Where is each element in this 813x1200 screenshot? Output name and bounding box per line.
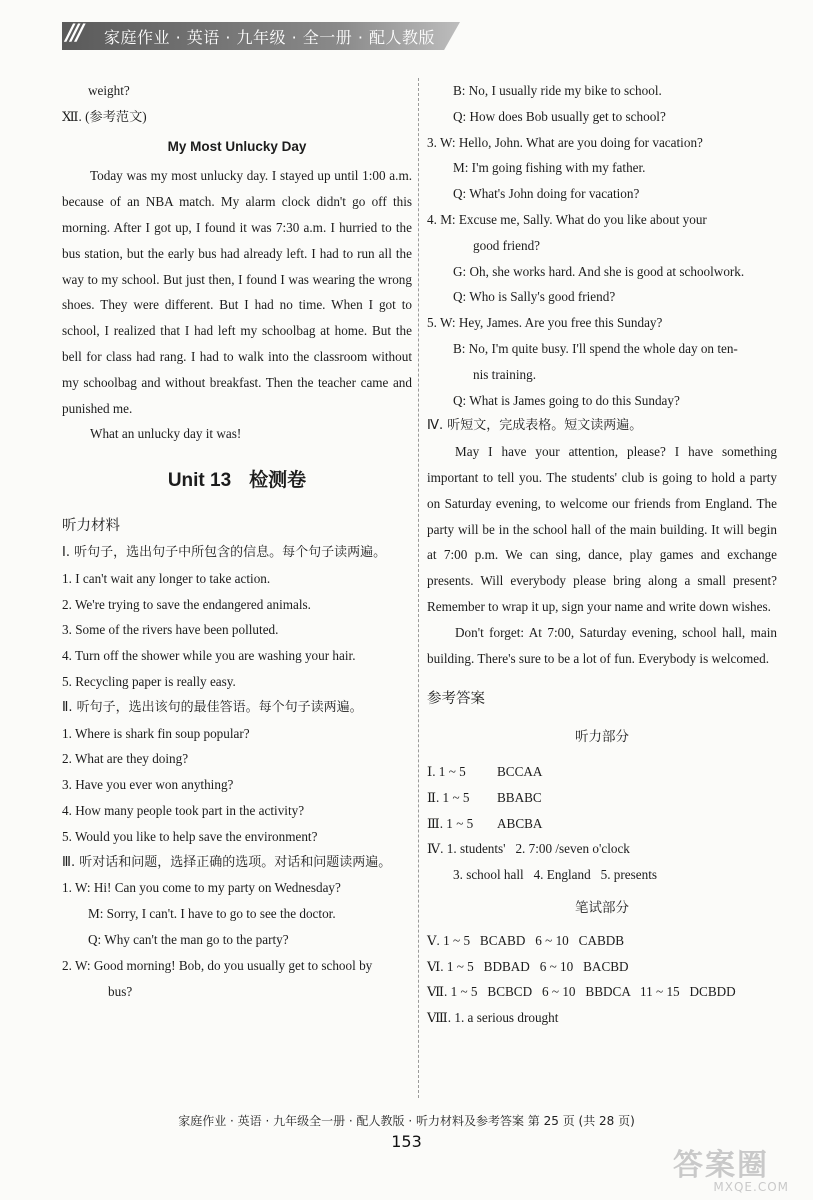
answer-row: Ⅳ. 1. students' 2. 7:00 /seven o'clock [427,841,630,857]
unit-subtitle: 检测卷 [249,469,307,492]
answer-row: Ⅶ. 1 ~ 5 BCBCD 6 ~ 10 BBDCA 11 ~ 15 DCBDD [427,984,736,1000]
dialog-line: G: Oh, she works hard. And she is good at schoolwork. [453,263,745,279]
listening-material-heading: 听力材料 [62,518,120,535]
dialog-line: 1. W: Hi! Can you come to my party on Wednesday? [62,880,341,896]
list-item: 5. Recycling paper is really easy. [62,673,236,689]
part-2-heading: Ⅱ. 听句子，选出该句的最佳答语。每个句子读两遍。 [62,699,363,715]
list-item: 3. Some of the rivers have been polluted. [62,622,279,638]
page-footer: 家庭作业 · 英语 · 九年级全一册 · 配人教版 · 听力材料及参考答案 第 25 页 (共 28 页) [178,1114,635,1128]
answer-row: 3. school hall 4. England 5. presents [453,867,658,883]
dialog-line: Q: What is James going to do this Sunday? [453,392,680,408]
essay-paragraph-1: Today was my most unlucky day. I stayed up until 1:00 a.m. because of an NBA match. My alarm clock didn't go off this morning. After I got up, I found it was 7:30 a.m. I hurried to the bus station, but the early bus had already left. I had to run all the way to my school. But just then, I found I was wearing the wrong shoes. They were different. But I had no time. When I got to school, I realized that I had left my schoolbag at home. But the bell for class had rang. I had to walk into the classroom without my schoolbag and without breakfast. Then the teacher came and punished me. [62,168,412,416]
page-number: 153 [391,1132,422,1151]
list-item: 2. What are they doing? [62,751,189,767]
passage-paragraph-2: Don't forget: At 7:00, Saturday evening, school hall, main building. There's sure to be a lot of fun. Everybody is welcomed. [427,624,777,666]
dialog-line: B: No, I usually ride my bike to school. [453,83,662,98]
dialog-line: nis training. [473,366,537,382]
answer-row: Ⅷ. 1. a serious drought [427,1010,559,1026]
answer-list-listening [427,759,777,888]
list-item: 5. Would you like to help save the environment? [62,828,318,844]
column-divider [418,78,419,1098]
dialog-line: bus? [108,983,133,999]
answer-row: Ⅱ. 1 ~ 5 BBABC [427,789,542,805]
dialog-line: Q: Why can't the man go to the party? [88,931,289,947]
list-item: 3. Have you ever won anything? [62,777,234,793]
part-1-heading: Ⅰ. 听句子，选出句子中所包含的信息。每个句子读两遍。 [62,544,387,560]
reference-answers-heading: 参考答案 [427,691,485,708]
header-title: 家庭作业 · 英语 · 九年级 · 全一册 · 配人教版 [104,28,436,47]
answer-row: Ⅴ. 1 ~ 5 BCABD 6 ~ 10 CABDB [427,932,625,948]
listening-part-heading: 听力部分 [575,729,629,746]
written-part-heading: 笔试部分 [575,899,629,916]
left-column [62,78,412,1004]
part-4-heading: Ⅳ. 听短文，完成表格。短文读两遍。 [427,418,643,434]
list-item: 4. Turn off the shower while you are washing your hair. [62,648,356,664]
answer-list-written [427,928,777,1031]
list-item: 2. We're trying to save the endangered animals. [62,596,311,612]
list-item: 1. I can't wait any longer to take action. [62,570,271,586]
watermark-logo [673,1140,789,1196]
dialog-line: Q: How does Bob usually get to school? [453,108,666,124]
dialog-line: B: No, I'm quite busy. I'll spend the whole day on ten- [453,340,738,356]
answer-row: Ⅵ. 1 ~ 5 BDBAD 6 ~ 10 BACBD [427,958,629,974]
top-line: weight? [88,83,130,98]
dialog-line: 5. W: Hey, James. Are you free this Sunday? [427,315,663,331]
unit-number: Unit 13 [167,470,232,492]
dialog-line: 4. M: Excuse me, Sally. What do you like about your [427,211,707,227]
dialog-line: M: Sorry, I can't. I have to go to see the doctor. [88,906,336,922]
passage-paragraph-1: May I have your attention, please? I have something important to tell you. The students' club is going to hold a party on Saturday evening, to welcome our friends from England. The party will be in the school hall of the main building. It will begin at 7:00 p.m. We can sing, dance, play games and exchange presents. Will everybody please bring along a small present? Remember to wrap it up, sign your name and write down wishes. [427,444,777,614]
essay-paragraph-2: What an unlucky day it was! [90,426,242,442]
part-3-heading: Ⅲ. 听对话和问题，选择正确的选项。对话和问题读两遍。 [62,854,392,870]
dialog-line: Q: Who is Sally's good friend? [453,289,616,305]
header-slashes: /// [66,21,82,46]
dialog-line: good friend? [473,237,541,253]
unit-title [62,465,412,496]
dialog-line: M: I'm going fishing with my father. [453,160,646,176]
list-item: 4. How many people took part in the activity? [62,802,305,818]
dialog-line: Q: What's John doing for vacation? [453,186,640,202]
watermark-url: MXQE.COM [713,1180,789,1194]
essay-title: My Most Unlucky Day [167,138,307,154]
answer-row: Ⅰ. 1 ~ 5 BCCAA [427,763,543,779]
watermark-text: 答案圈 [673,1148,769,1183]
answer-row: Ⅲ. 1 ~ 5 ABCBA [427,815,543,831]
dialog-line: 2. W: Good morning! Bob, do you usually get to school by [62,957,373,973]
right-column [427,78,777,1031]
list-item: 1. Where is shark fin soup popular? [62,725,250,741]
dialog-line: 3. W: Hello, John. What are you doing for vacation? [427,134,703,150]
section-12-label: Ⅻ. (参考范文) [62,108,147,124]
